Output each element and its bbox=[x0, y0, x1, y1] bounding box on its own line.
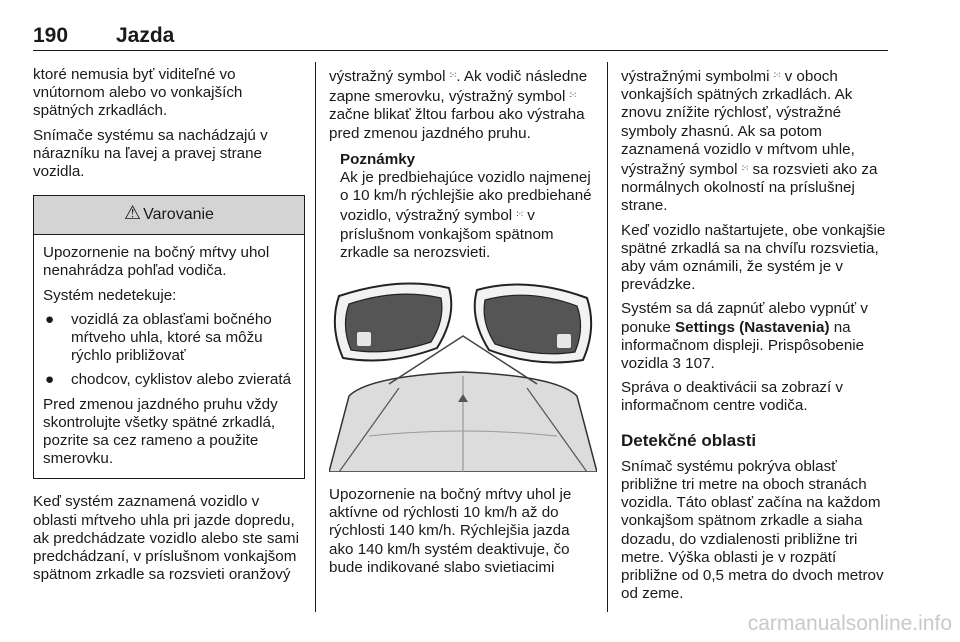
bullet-icon: ● bbox=[45, 371, 55, 389]
note-box bbox=[329, 151, 597, 262]
paragraph: Ak je predbiehajúce vozidlo najmenej o 10 km/h rýchlejšie ako predbiehané vozidlo, výstražný symbol ∶⁖ v príslušnom vonkajšom spätnom zrkadle sa nerozsvieti. bbox=[340, 169, 592, 261]
paragraph: Keď systém zaznamená vozidlo v oblasti mŕtveho uhla pri jazde dopredu, ak predchádzate vozidlo alebo ste sami predchádzaní, v príslušnom vonkajšom spätnom zrkadle sa rozsvieti oranžový bbox=[33, 493, 299, 584]
blind-spot-symbol-icon: ∶⁖ bbox=[449, 70, 457, 80]
paragraph: výstražný symbol ∶⁖. Ak vodič následne zapne smerovku, výstražný symbol ∶⁖ začne blikať žltou farbou ako výstraha pred zmenou jazdného pruhu. bbox=[329, 68, 588, 142]
warning-body bbox=[34, 235, 304, 478]
paragraph: Snímače systému sa nachádzajú v nárazníku na ľavej a pravej strane vozidla. bbox=[33, 126, 268, 181]
paragraph: Systém sa dá zapnúť alebo vypnúť v ponuke Settings (Nastavenia) na informačnom displeji. Prispôsobenie vozidla 3 107. bbox=[621, 300, 868, 373]
paragraph: výstražnými symbolmi ∶⁖ v oboch vonkajších spätných zrkadlách. Ak znovu znížite rýchlosť, výstražné symboly zhasnú. Ak sa potom zaznamená vozidlo v mŕtvom uhle, výstražný symbol ∶⁖ sa rozsvieti ako za normálnych okolností na príslušnej strane. bbox=[621, 68, 878, 215]
paragraph: Keď vozidlo naštartujete, obe vonkajšie spätné zrkadlá sa na chvíľu rozsvietia, aby vám oznámili, že systém je v prevádzke. bbox=[621, 221, 886, 294]
subheading: Detekčné oblasti bbox=[621, 430, 757, 450]
warning-header bbox=[34, 196, 304, 235]
blind-spot-symbol-icon: ∶⁖ bbox=[773, 70, 781, 80]
paragraph: Snímač systému pokrýva oblasť približne tri metre na oboch stranách vozidla. Táto oblasť začína na každom vonkajšom spätnom zrkadle a siaha dozadu, do vzdialenosti približne tri metre. Výška oblasti je v rozpätí približne od 0,5 metra do dvoch metrov od zeme. bbox=[621, 457, 884, 603]
warning-icon: ⚠ bbox=[124, 203, 142, 225]
section-title: Jazda bbox=[116, 24, 175, 47]
page-ref-icon[interactable]: 3 bbox=[672, 355, 681, 373]
menu-reference: Settings (Nastavenia) bbox=[675, 318, 830, 336]
warning-title: Varovanie bbox=[143, 206, 214, 224]
column-1 bbox=[33, 66, 305, 590]
bullet-icon: ● bbox=[45, 310, 55, 328]
column-3 bbox=[621, 66, 891, 609]
note-title: Poznámky bbox=[340, 150, 416, 168]
column-divider bbox=[315, 62, 316, 612]
blind-spot-symbol-icon: ∶⁖ bbox=[516, 209, 524, 220]
paragraph: Upozornenie na bočný mŕtvy uhol je aktívne od rýchlosti 10 km/h až do rýchlosti 140 km/h. Rýchlejšia jazda ako 140 km/h systém deaktivuje, čo bude indikované slabo svietiacimi bbox=[329, 486, 572, 576]
blind-spot-symbol-icon: ∶⁖ bbox=[741, 163, 749, 174]
blind-spot-symbol-icon: ∶⁖ bbox=[569, 90, 577, 101]
paragraph: Správa o deaktivácii sa zobrazí v informačnom centre vodiča. bbox=[621, 379, 844, 415]
warning-box bbox=[33, 195, 305, 479]
column-divider bbox=[607, 62, 608, 612]
paragraph: Upozornenie na bočný mŕtvy uhol nenahrádza pohľad vodiča. bbox=[43, 244, 270, 280]
blind-spot-indicator-icon bbox=[357, 332, 371, 346]
paragraph: Pred zmenou jazdného pruhu vždy skontrolujte všetky spätné zrkadlá, pozrite sa cez rameno a použite smerovku. bbox=[43, 395, 278, 468]
paragraph: Systém nedetekuje: bbox=[43, 286, 177, 304]
list-item: ● vozidlá za oblasťami bočného mŕtveho uhla, ktoré sa môžu rýchlo približovať bbox=[45, 310, 272, 365]
list-item: ● chodcov, cyklistov alebo zvieratá bbox=[45, 371, 292, 389]
column-2 bbox=[329, 66, 597, 583]
paragraph: ktoré nemusia byť viditeľné vo vnútornom alebo vo vonkajších spätných zrkadlách. bbox=[33, 66, 243, 120]
blind-spot-indicator-icon bbox=[557, 334, 571, 348]
page-header bbox=[33, 22, 888, 51]
page-number: 190 bbox=[33, 24, 69, 47]
mirror-illustration bbox=[329, 276, 597, 472]
watermark: carmanualsonline.info bbox=[747, 612, 952, 635]
